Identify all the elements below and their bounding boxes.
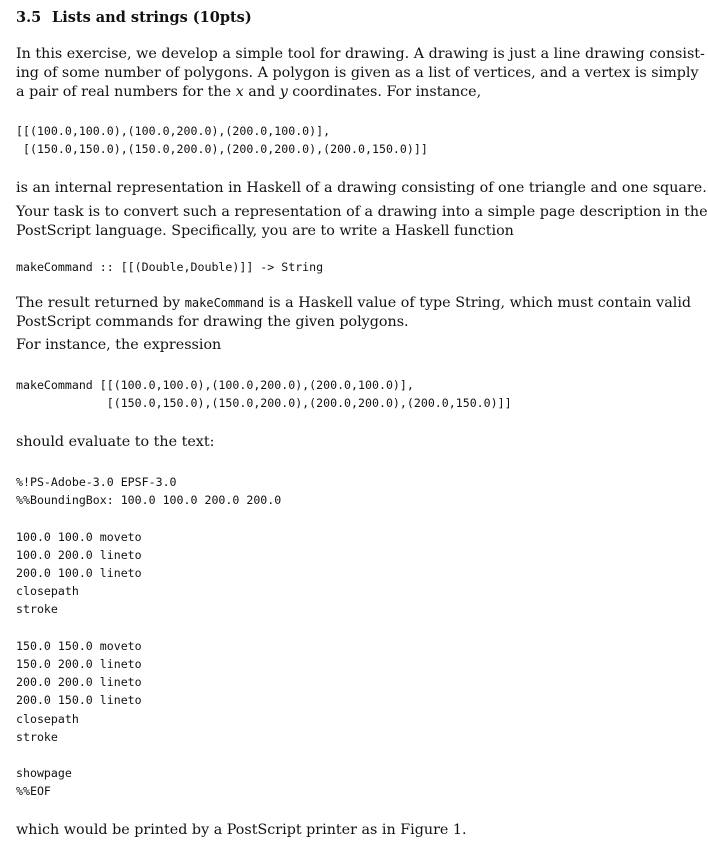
postscript-line: stroke [16,729,58,744]
expression-line-2: [(150.0,150.0),(150.0,200.0),(200.0,200.0),(200.0,150.0)]] [16,396,512,411]
intro-paragraph [16,45,705,102]
representation-line-2: Your task is to convert such a representation of a drawing into a simple page description in the [16,204,708,220]
postscript-line: showpage [16,766,72,781]
intro-line-3-text-c: coordinates. For instance, [287,84,482,100]
postscript-line: closepath [16,711,79,726]
for-instance-text: For instance, the expression [16,337,222,353]
result-paragraph [16,294,692,332]
result-line-1 [16,294,692,313]
closing-text: which would be printed by a PostScript printer as in Figure 1. [16,822,467,838]
postscript-line: 100.0 200.0 lineto [16,547,142,562]
example-list-code [16,122,428,158]
var-x: x [235,84,244,100]
postscript-line: 150.0 150.0 moveto [16,638,142,653]
intro-line-3-text-a: a pair of real numbers for the [16,84,236,100]
representation-line-3: PostScript language. Specifically, you are to write a Haskell function [16,223,514,239]
postscript-line: %!PS-Adobe-3.0 EPSF-3.0 [16,475,177,489]
example-list-line-1: [[(100.0,100.0),(100.0,200.0),(200.0,100.0)], [16,124,331,138]
representation-paragraph [16,179,708,241]
postscript-line: closepath [16,584,79,599]
postscript-line: 200.0 150.0 lineto [16,693,142,708]
evaluate-text: should evaluate to the text: [16,434,215,450]
postscript-line: 150.0 200.0 lineto [16,657,142,672]
intro-line-3-text-b: and [243,84,280,100]
representation-line-1: is an internal representation in Haskell of a drawing consisting of one triangle and one square. [16,180,707,196]
postscript-line: %%EOF [16,784,51,799]
postscript-line: 100.0 100.0 moveto [16,529,142,544]
section-title: Lists and strings (10pts) [52,9,252,26]
evaluate-paragraph [16,433,626,452]
example-list-line-2: [(150.0,150.0),(150.0,200.0),(200.0,200.0),(200.0,150.0)]] [16,142,428,157]
intro-line-2: ing of some number of polygons. A polygon is given as a list of vertices, and a vertex is simply [16,65,699,81]
result-line-2: PostScript commands for drawing the given polygons. [16,314,409,330]
expression-line-1: makeCommand [[(100.0,100.0),(100.0,200.0),(200.0,100.0)], [16,378,414,392]
postscript-line: stroke [16,602,58,617]
closing-paragraph [16,821,626,840]
postscript-line: %%BoundingBox: 100.0 100.0 200.0 200.0 [16,493,282,508]
result-line-1-text-a: The result returned by [16,295,185,311]
for-instance-paragraph [16,336,626,355]
postscript-line: 200.0 100.0 lineto [16,566,142,581]
postscript-line: 200.0 200.0 lineto [16,675,142,690]
expression-code [16,376,512,412]
section-number: 3.5 [16,9,42,26]
var-y: y [279,84,288,100]
result-line-1-text-b: is a Haskell value of type String, which must contain valid [264,295,692,311]
section-heading [16,9,252,26]
intro-line-3 [16,83,626,102]
function-signature: makeCommand :: [[(Double,Double)]] -> String [16,260,324,274]
intro-line-1: In this exercise, we develop a simple tool for drawing. A drawing is just a line drawing consist- [16,46,705,62]
inline-code-makecommand: makeCommand [184,296,265,310]
postscript-output-code [16,473,281,801]
